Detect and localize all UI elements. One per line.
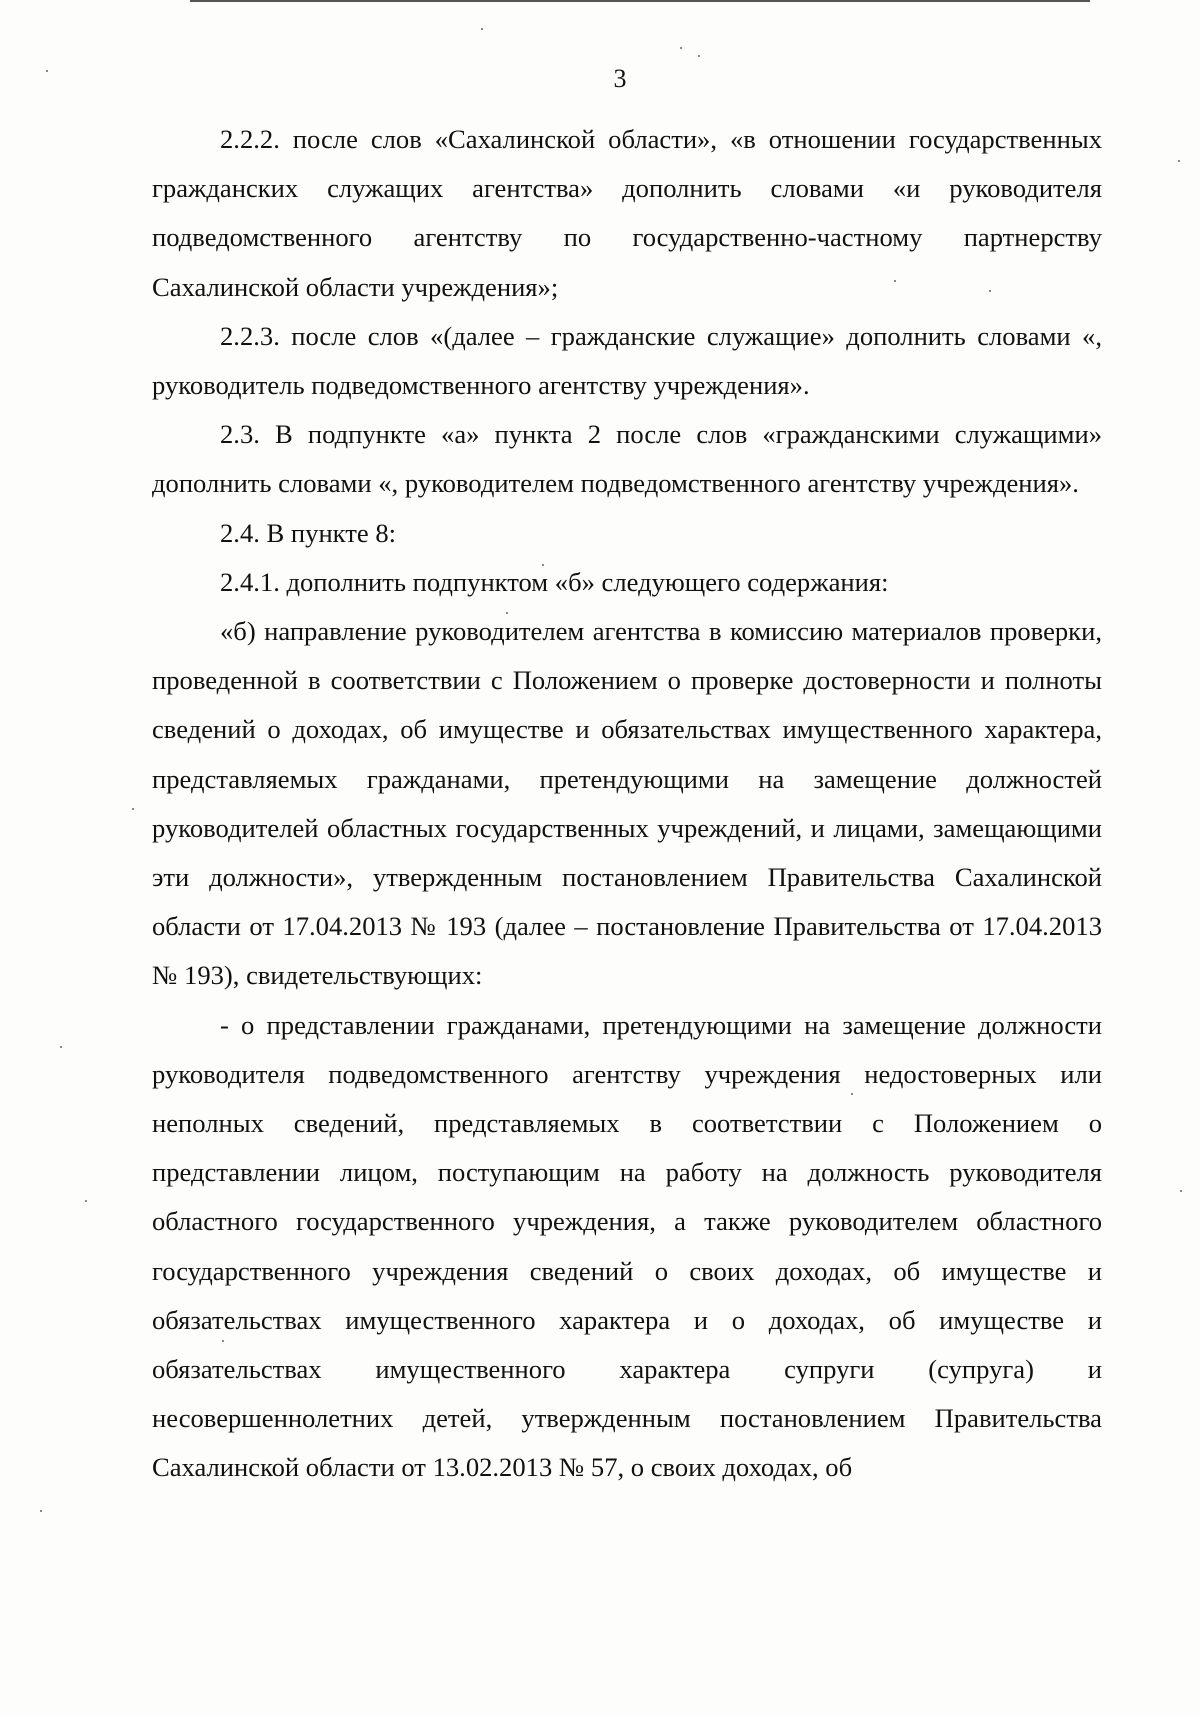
scan-speck: [222, 1340, 224, 1342]
scan-speck: [1178, 160, 1180, 162]
scan-speck: [542, 564, 544, 566]
scan-speck: [851, 1093, 853, 1095]
paragraph-2-4-1: 2.4.1. дополнить подпунктом «б» следующего содержания:: [220, 566, 889, 597]
scan-speck: [506, 612, 508, 614]
paragraph-2-2-3: 2.2.3. после слов «(далее – гражданские служащие» дополнить словами «, руководитель подведомственного агентству учреждения».: [152, 320, 1102, 401]
paragraph-2-2-2: 2.2.2. после слов «Сахалинской области», «в отношении государственных гражданских служащих агентства» дополнить словами «и руководителя подведомственного агентству по государственно-частному партнерству Сахалинской области учреждения»;: [152, 124, 1102, 302]
scan-speck: [894, 280, 896, 282]
scan-speck: [989, 290, 991, 292]
scan-speck: [40, 1510, 42, 1512]
scan-speck: [698, 55, 700, 57]
page-number: 3: [613, 64, 627, 93]
scan-top-rule: [190, 0, 1090, 2]
scan-speck: [132, 808, 134, 810]
scan-speck: [85, 1200, 87, 1202]
document-body: [152, 115, 1102, 1493]
scan-speck: [60, 1046, 62, 1048]
scan-speck: [481, 28, 483, 30]
paragraph-2-3: 2.3. В подпункте «а» пункта 2 после слов «гражданскими служащими» дополнить словами «, руководителем подведомственного агентству учреждения».: [152, 419, 1102, 499]
scan-speck: [46, 70, 48, 72]
paragraph-bullet: - о представлении гражданами, претендующими на замещение должности руководителя подведомственного агентству учреждения недостоверных или неполных сведений, представляемых в соответствии с Положением о представлении лицом, поступающим на работу на должность руководителя областного государственного учреждения, а также руководителем областного государственного учреждения сведений о своих доходах, об имуществе и обязательствах имущественного характера и о доходах, об имуществе и обязательствах имущественного характера супруги (супруга) и несовершеннолетних детей, утвержденным постановлением Правительства Сахалинской области от 13.02.2013 № 57, о своих доходах, об: [152, 1009, 1102, 1483]
scan-speck: [680, 47, 682, 49]
scan-speck: [1180, 1190, 1182, 1192]
paragraph-2-4: 2.4. В пункте 8:: [220, 517, 397, 548]
paragraph-subitem-b: «б) направление руководителем агентства в комиссию материалов проверки, проведенной в соответствии с Положением о проверке достоверности и полноты сведений о доходах, об имуществе и обязательствах имущественного характера, представляемых гражданами, претендующими на замещение должностей руководителей областных государственных учреждений, и лицами, замещающими эти должности», утвержденным постановлением Правительства Сахалинской области от 17.04.2013 № 193 (далее – постановление Правительства от 17.04.2013 № 193), свидетельствующих:: [152, 616, 1102, 991]
